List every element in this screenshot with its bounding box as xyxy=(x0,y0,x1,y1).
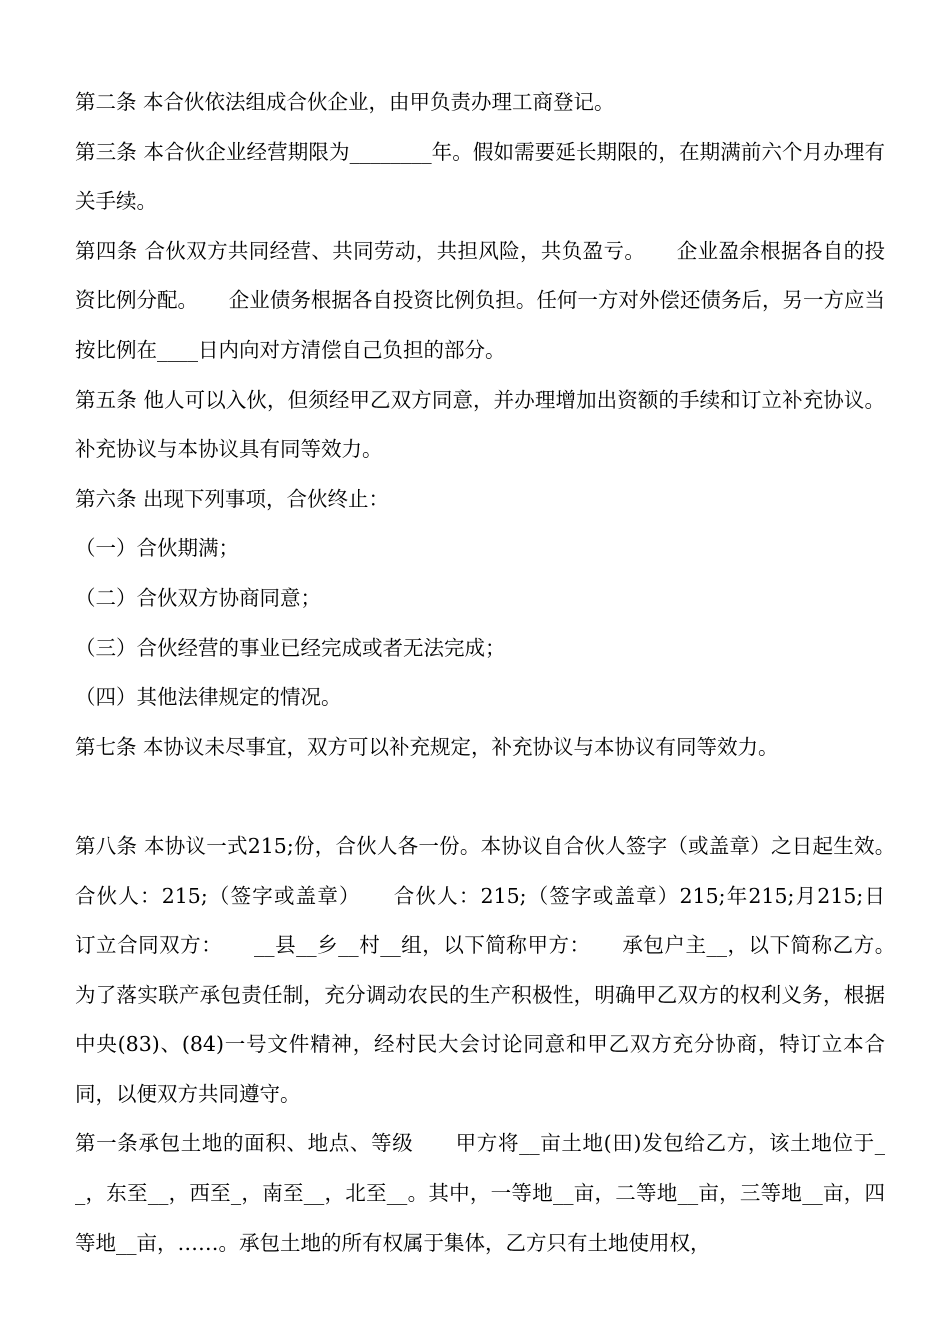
article-4: 第四条 合伙双方共同经营、共同劳动，共担风险，共负盈亏。 企业盈余根据各自的投资比例分配。 企业债务根据各自投资比例负担。任何一方对外偿还债务后，另一方应当按比例在____日内向对方清偿自己负担的部分。 xyxy=(75,238,885,362)
article-6-item-3: （三）合伙经营的事业已经完成或者无法完成； xyxy=(75,635,506,660)
article-6-item-2: （二）合伙双方协商同意； xyxy=(75,585,321,610)
document-body xyxy=(75,78,926,1268)
article-6: 第六条 出现下列事项，合伙终止： xyxy=(75,486,390,511)
article-7: 第七条 本协议未尽事宜，双方可以补充规定，补充协议与本协议有同等效力。 xyxy=(75,734,779,759)
article-6-item-4: （四）其他法律规定的情况。 xyxy=(75,685,342,710)
paragraph-gap xyxy=(75,772,885,822)
article-3: 第三条 本合伙企业经营期限为________年。假如需要延长期限的，在期满前六个月办理有关手续。 xyxy=(75,139,885,214)
article-2: 第二条 本合伙依法组成合伙企业，由甲负责办理工商登记。 xyxy=(75,90,615,114)
article-5: 第五条 他人可以入伙，但须经甲乙双方同意，并办理增加出资额的手续和订立补充协议。补充协议与本协议具有同等效力。 xyxy=(75,387,885,462)
article-8: 第八条 本协议一式215;份，合伙人各一份。本协议自合伙人签字（或盖章）之日起生效。 合伙人：215;（签字或盖章） 合伙人：215;（签字或盖章）215;年215;月215;日 订立合同双方： __县__乡__村__组，以下简称甲方： 承包户主__，以下简称乙方。 为了落实联产承包责任制，充分调动农民的生产积极性，明确甲乙双方的权利义务，根据中央(83)、(84)一号文件精神，经村民大会讨论同意和甲乙双方充分协商，特订立本合同，以便双方共同遵守。 xyxy=(75,833,926,1106)
contract-article-1: 第一条承包土地的面积、地点、等级 甲方将__亩土地(田)发包给乙方，该土地位于__，东至__，西至_，南至__，北至__。其中，一等地__亩，二等地__亩，三等地__亩，四等地__亩，……。承包土地的所有权属于集体，乙方只有土地使用权， xyxy=(75,1131,885,1255)
article-6-item-1: （一）合伙期满； xyxy=(75,536,239,561)
